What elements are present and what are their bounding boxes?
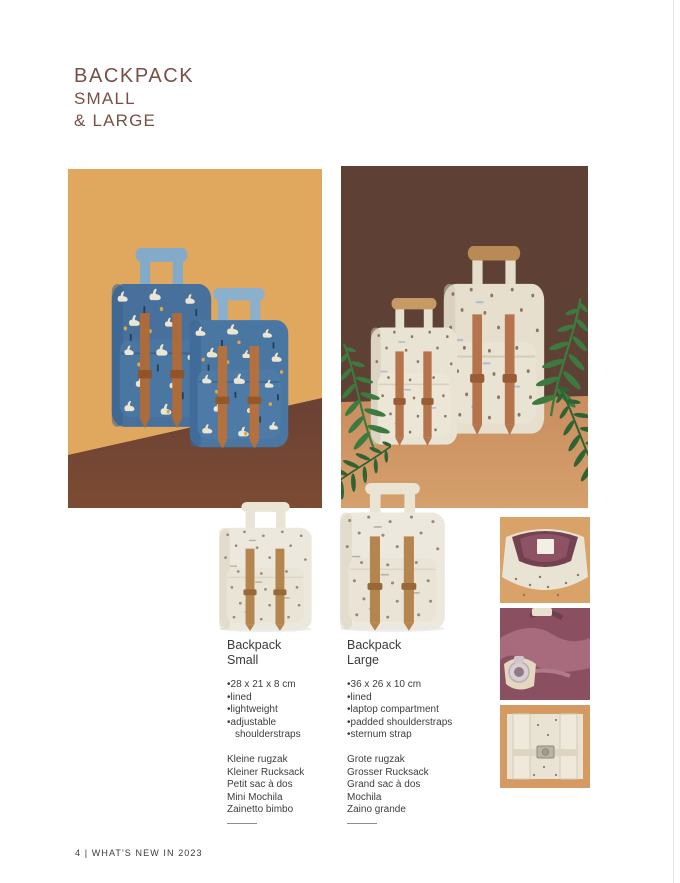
translation-list-large [347,754,477,817]
hero-photo-blue-backpacks [68,169,322,508]
spec-item: • laptop compartment [347,704,477,717]
detail-photo-open-lining [500,517,590,603]
page-subtitle-line2: & LARGE [74,111,157,130]
spec-item: • sternum strap [347,729,477,742]
translation-list-small [227,754,333,817]
translation-item: Kleiner Rucksack [227,766,305,778]
page-edge-line [673,0,674,883]
spec-item: • adjustable shoulderstraps [227,717,333,742]
product-info-large [347,638,477,824]
divider-line [227,823,257,824]
translation-item: Zaino grande [347,804,406,816]
translation-item: Grosser Rucksack [347,766,429,778]
translation-item: Mochila [347,791,382,803]
detail-photo-back-straps [500,705,590,788]
product-photo-backpack-small [213,502,318,633]
hero-photo-cream-backpacks [341,166,588,508]
translation-item: Mini Mochila [227,791,283,803]
translation-item: Kleine rugzak [227,753,288,765]
page-title: BACKPACK [74,65,195,87]
translation-item: Petit sac à dos [227,779,293,791]
backpack-illustration-blue-small [183,288,295,451]
footer-page-label: 4 | WHAT'S NEW IN 2023 [75,848,203,858]
translation-item: Zainetto bimbo [227,804,294,816]
page-subtitle-line1: SMALL [74,89,136,108]
product-info-small [227,638,333,824]
spec-list-large [347,679,477,742]
translation-item: Grand sac à dos [347,779,421,791]
spec-item: • lightweight [227,704,333,717]
divider-line [347,823,377,824]
spec-list-small [227,679,333,742]
spec-item: • lined [227,692,333,705]
spec-item: • 28 x 21 x 8 cm [227,679,333,692]
spec-item: • padded shoulderstraps [347,717,477,730]
spec-item: • 36 x 26 x 10 cm [347,679,477,692]
product-name-small: Backpack Small [227,638,282,667]
page-title-block [74,64,194,132]
spec-item: • lined [347,692,477,705]
fern-plant-right-lower [549,366,588,496]
product-photo-backpack-large [333,483,452,633]
product-name-large: Backpack Large [347,638,402,667]
translation-item: Grote rugzak [347,753,405,765]
detail-photo-lining-bottle [500,608,590,700]
